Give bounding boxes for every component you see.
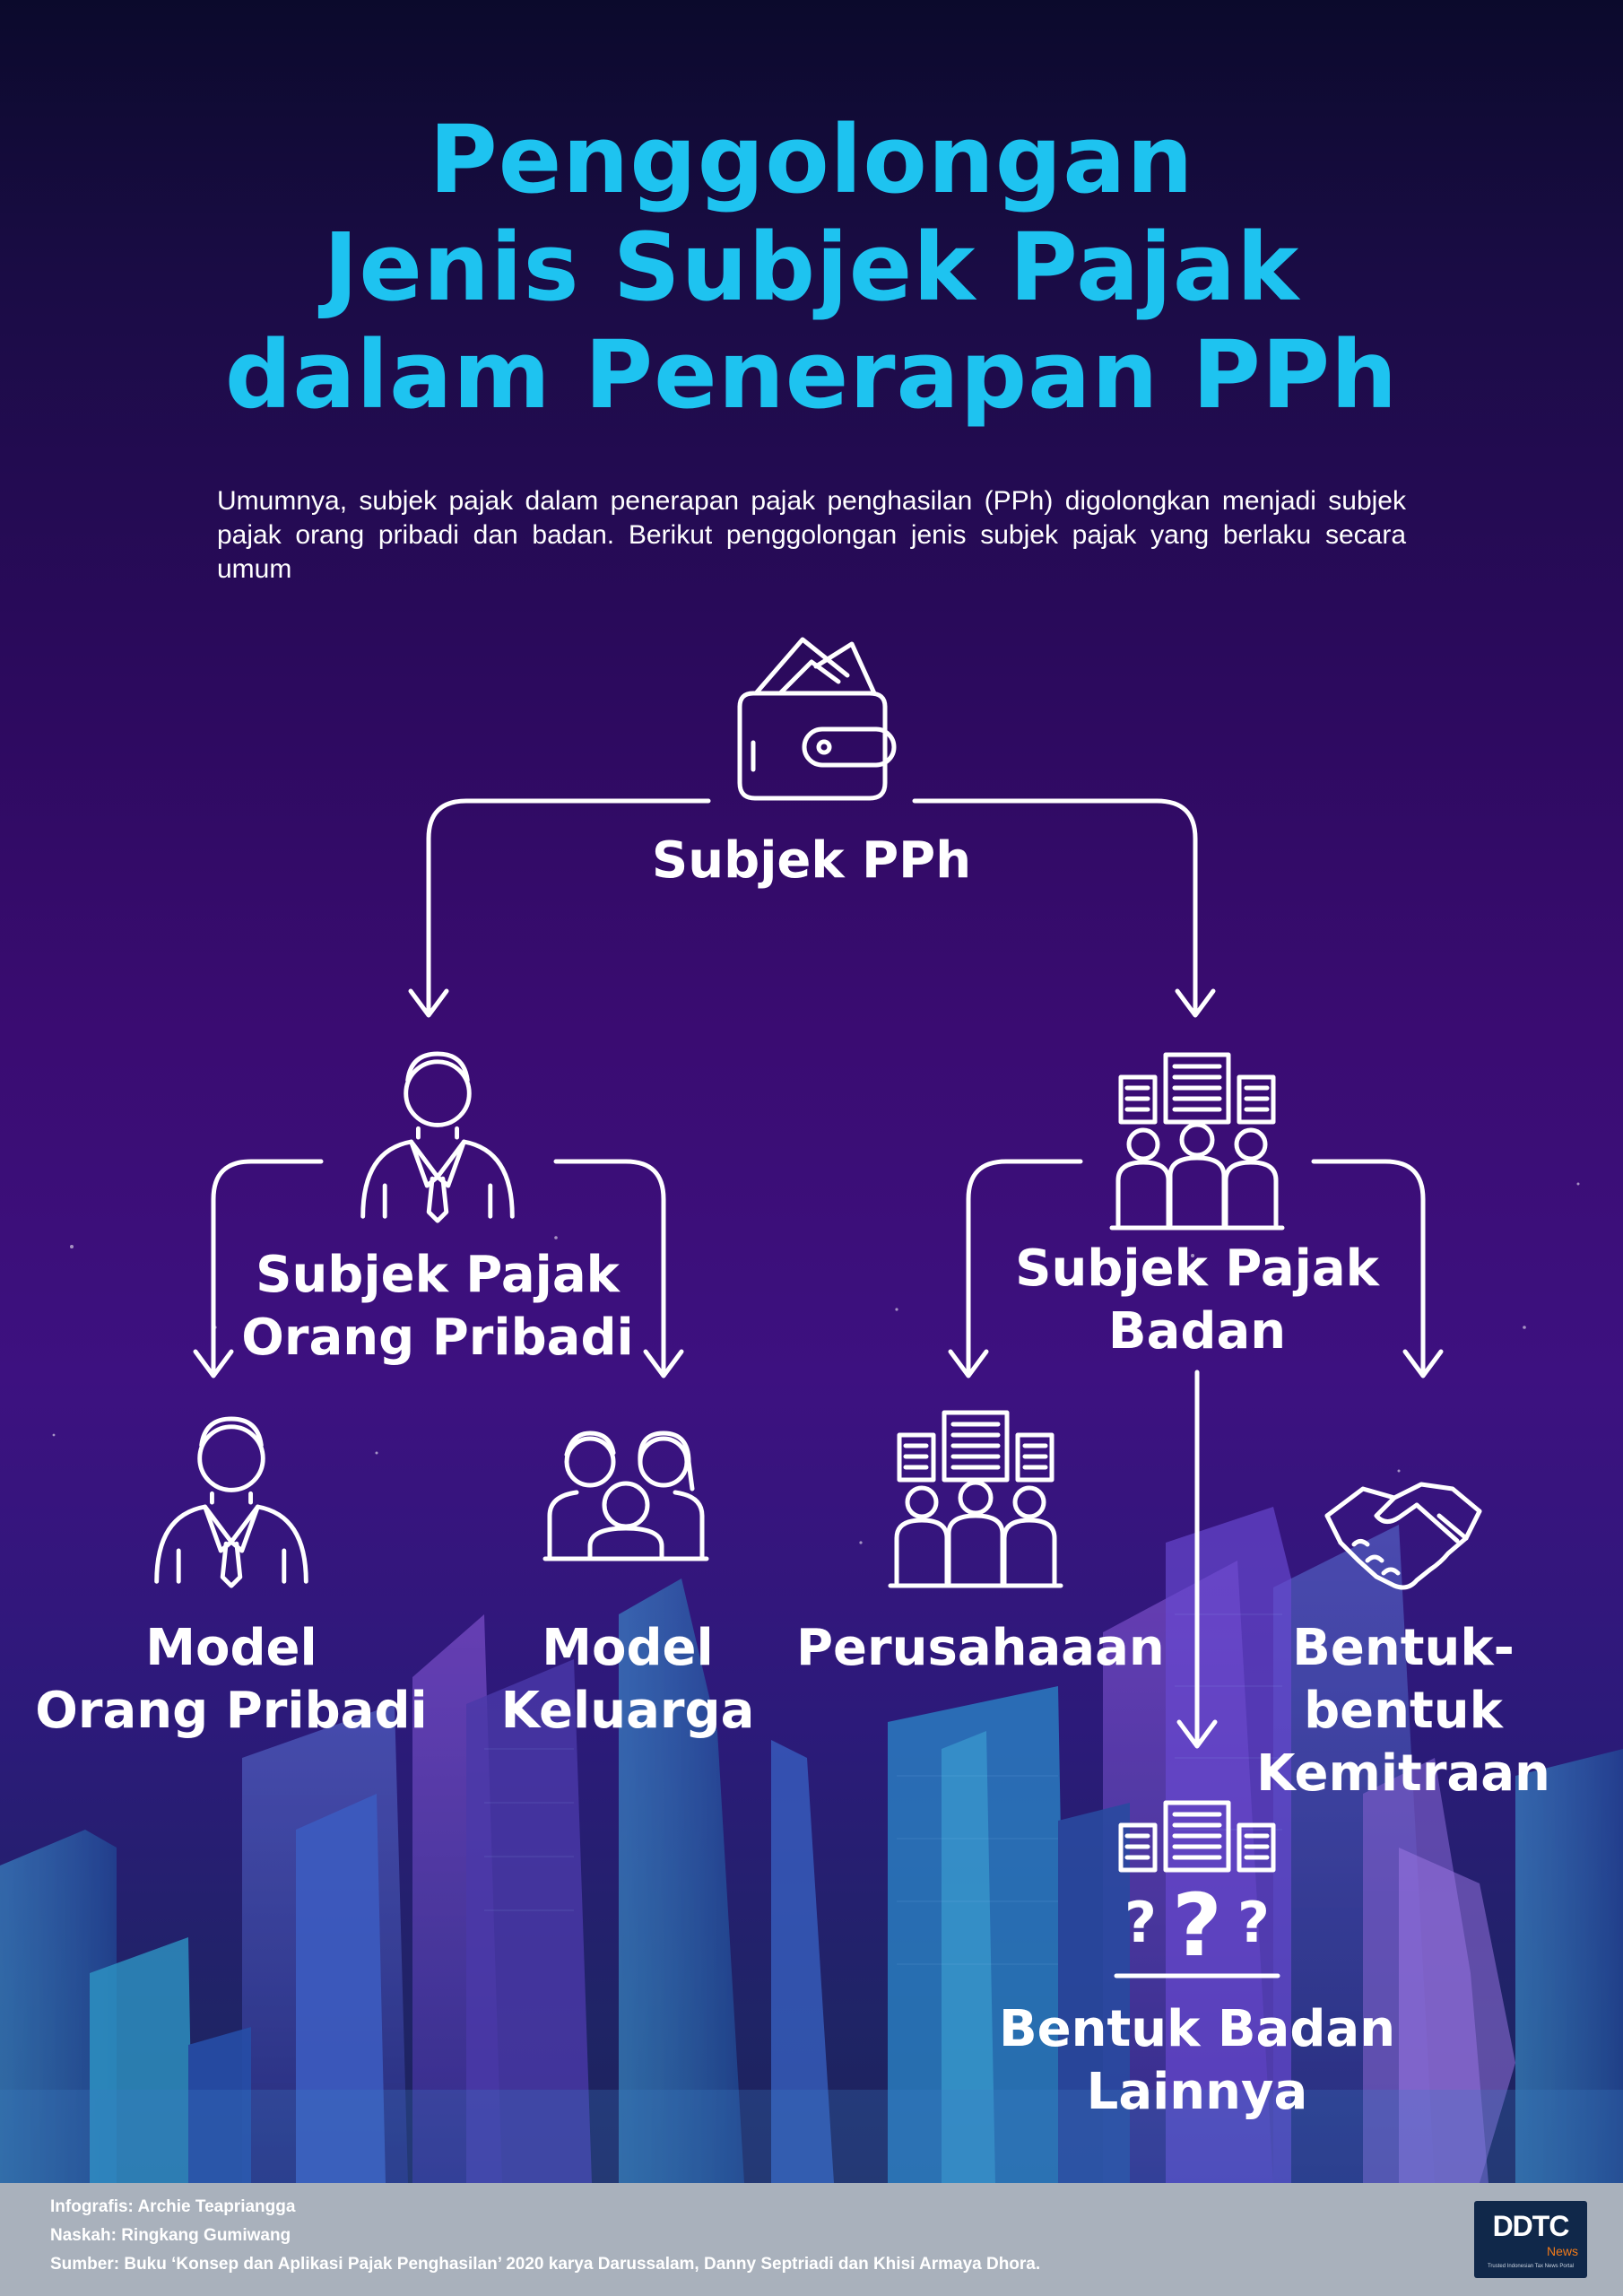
- node-model-op-line-2: Orang Pribadi: [35, 1682, 428, 1740]
- logo-tagline: Trusted Indonesian Tax News Portal: [1487, 2264, 1575, 2269]
- logo-brand: DDTC: [1492, 2210, 1569, 2242]
- node-kemitraan-line-2: bentuk: [1304, 1682, 1503, 1740]
- credit-naskah: Naskah: Ringkang Gumiwang: [50, 2226, 291, 2245]
- node-keluarga-line-1: Model: [542, 1619, 714, 1677]
- node-model-orang-pribadi: [7, 1617, 456, 1743]
- node-op-line-1: Subjek Pajak: [256, 1246, 620, 1304]
- node-model-op-line-1: Model: [145, 1619, 317, 1677]
- businessman-icon-model-op: [157, 1419, 307, 1586]
- title-line-3: dalam Penerapan PPh: [224, 320, 1399, 430]
- node-model-keluarga: [448, 1617, 807, 1743]
- credit-sumber: Sumber: Buku ‘Konsep dan Aplikasi Pajak Penghasilan’ 2020 karya Darussalam, Danny Septriadi dan Khisi Armaya Dhora.: [50, 2255, 1041, 2274]
- node-lainnya-line-1: Bentuk Badan: [998, 2000, 1396, 2058]
- node-lainnya-line-2: Lainnya: [1086, 2063, 1308, 2121]
- node-kemitraan-line-1: Bentuk-: [1292, 1619, 1515, 1677]
- title-line-2: Jenis Subjek Pajak: [323, 213, 1300, 322]
- node-op-line-2: Orang Pribadi: [241, 1309, 634, 1367]
- question-mark-right: ?: [1237, 1890, 1270, 1955]
- node-perusahaan: [796, 1617, 1165, 1680]
- intro-paragraph: Umumnya, subjek pajak dalam penerapan pajak penghasilan (PPh) digolongkan menjadi subjek pajak orang pribadi dan badan. Berikut penggolongan jenis subjek pajak yang berlaku secara umum: [217, 486, 1406, 584]
- node-bentuk-kemitraan: [1246, 1617, 1560, 1805]
- wallet-icon: [740, 639, 894, 798]
- company-people-icon-perusahaan: [890, 1413, 1061, 1586]
- node-bentuk-badan-lainnya: [973, 1998, 1421, 2124]
- businessman-icon-op: [363, 1054, 513, 1221]
- family-icon: [545, 1433, 707, 1559]
- node-perusahaan-label: Perusahaaan: [796, 1619, 1165, 1677]
- title-line-1: Penggolongan: [429, 105, 1194, 214]
- question-mark-center: ?: [1172, 1875, 1222, 1976]
- node-badan-line-1: Subjek Pajak: [1015, 1239, 1379, 1298]
- node-subjek-pph: [587, 830, 1036, 892]
- node-keluarga-line-2: Keluarga: [500, 1682, 755, 1740]
- node-subjek-pajak-badan: [973, 1238, 1421, 1363]
- node-badan-line-2: Badan: [1107, 1302, 1287, 1361]
- node-subjek-pph-label: Subjek PPh: [651, 831, 972, 890]
- credit-infografis: Infografis: Archie Teapriangga: [50, 2197, 296, 2216]
- node-kemitraan-line-3: Kemitraan: [1256, 1744, 1550, 1803]
- handshake-icon: [1327, 1484, 1480, 1587]
- question-mark-left: ?: [1124, 1890, 1157, 1955]
- company-people-icon-badan: [1112, 1055, 1282, 1228]
- node-subjek-pajak-orang-pribadi: [213, 1244, 662, 1370]
- ddtc-news-logo[interactable]: [1474, 2201, 1587, 2278]
- logo-news: News: [1546, 2244, 1578, 2258]
